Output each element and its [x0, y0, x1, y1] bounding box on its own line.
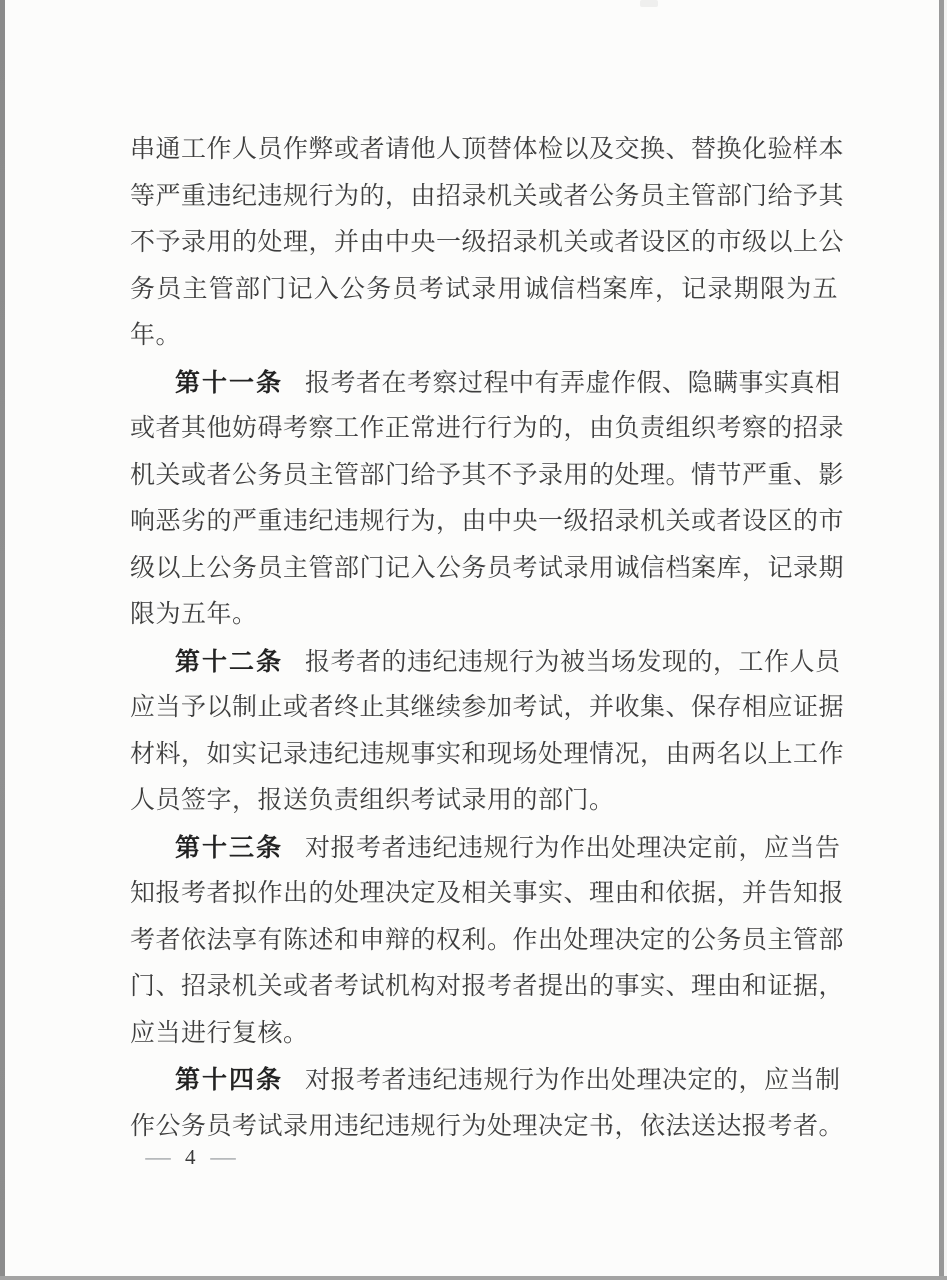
scan-smudge [640, 0, 658, 7]
text-line: 知报考者拟作出的处理决定及相关事实、理由和依据，并告知报 [130, 880, 845, 907]
text-line: 年。 [130, 322, 182, 349]
text-line: 考者依法享有陈述和申辩的权利。作出处理决定的公务员主管部 [130, 926, 845, 954]
page-footer [147, 1144, 234, 1170]
scan-edge-bottom [0, 1276, 947, 1280]
text-line: 级以上公务员主管部门记入公务员考试录用诚信档案库，记录期 [130, 554, 845, 582]
text-line: 应当予以制止或者终止其继续参加考试，并收集、保存相应证据 [130, 694, 845, 721]
text-line: 不予录用的处理，并由中央一级招录机关或者设区的市级以上公 [130, 229, 845, 256]
line-text: 对报考者违纪违规行为作出处理决定前，应当告 [305, 834, 841, 862]
text-line: 响恶劣的严重违纪违规行为，由中央一级招录机关或者设区的市 [130, 508, 845, 535]
document-body [130, 127, 845, 1150]
line-text: 报考者在考察过程中有弄虚作假、隐瞒事实真相 [305, 369, 841, 397]
text-line [130, 639, 841, 686]
text-line: 串通工作人员作弊或者请他人顶替体检以及交换、替换化验样本 [130, 136, 845, 163]
article-heading: 第十一条 [175, 368, 284, 397]
page-number: 4 [185, 1144, 196, 1169]
text-line [130, 1057, 841, 1104]
text-line: 机关或者公务员主管部门给予其不予录用的处理。情节严重、影 [130, 461, 845, 489]
text-line: 限为五年。 [130, 601, 258, 628]
text-line: 等严重违纪违规行为的，由招录机关或者公务员主管部门给予其 [130, 182, 845, 210]
footer-dash-left: — [145, 1144, 171, 1169]
footer-dash-right: — [209, 1144, 236, 1169]
article-heading: 第十三条 [175, 833, 284, 862]
text-line: 务员主管部门记入公务员考试录用诚信档案库，记录期限为五 [130, 275, 838, 303]
scan-edge-left [0, 0, 5, 1280]
text-line [130, 825, 841, 872]
line-text: 报考者的违纪违规行为被当场发现的，工作人员 [305, 648, 841, 676]
text-line: 应当进行复核。 [130, 1019, 309, 1047]
article-heading: 第十四条 [175, 1066, 284, 1094]
article-heading: 第十二条 [175, 647, 284, 676]
text-line: 门、招录机关或者考试机构对报考者提出的事实、理由和证据， [130, 973, 845, 1000]
text-line: 作公务员考试录用违纪违规行为处理决定书，依法送达报考者。 [130, 1112, 845, 1140]
text-line: 或者其他妨碍考察工作正常进行行为的，由负责组织考察的招录 [130, 415, 845, 442]
line-text: 对报考者违纪违规行为作出处理决定的，应当制 [305, 1067, 841, 1094]
text-line [130, 360, 841, 407]
text-line: 材料，如实记录违纪违规事实和现场处理情况，由两名以上工作 [130, 740, 845, 768]
text-line: 人员签字，报送负责组织考试录用的部门。 [130, 787, 615, 814]
